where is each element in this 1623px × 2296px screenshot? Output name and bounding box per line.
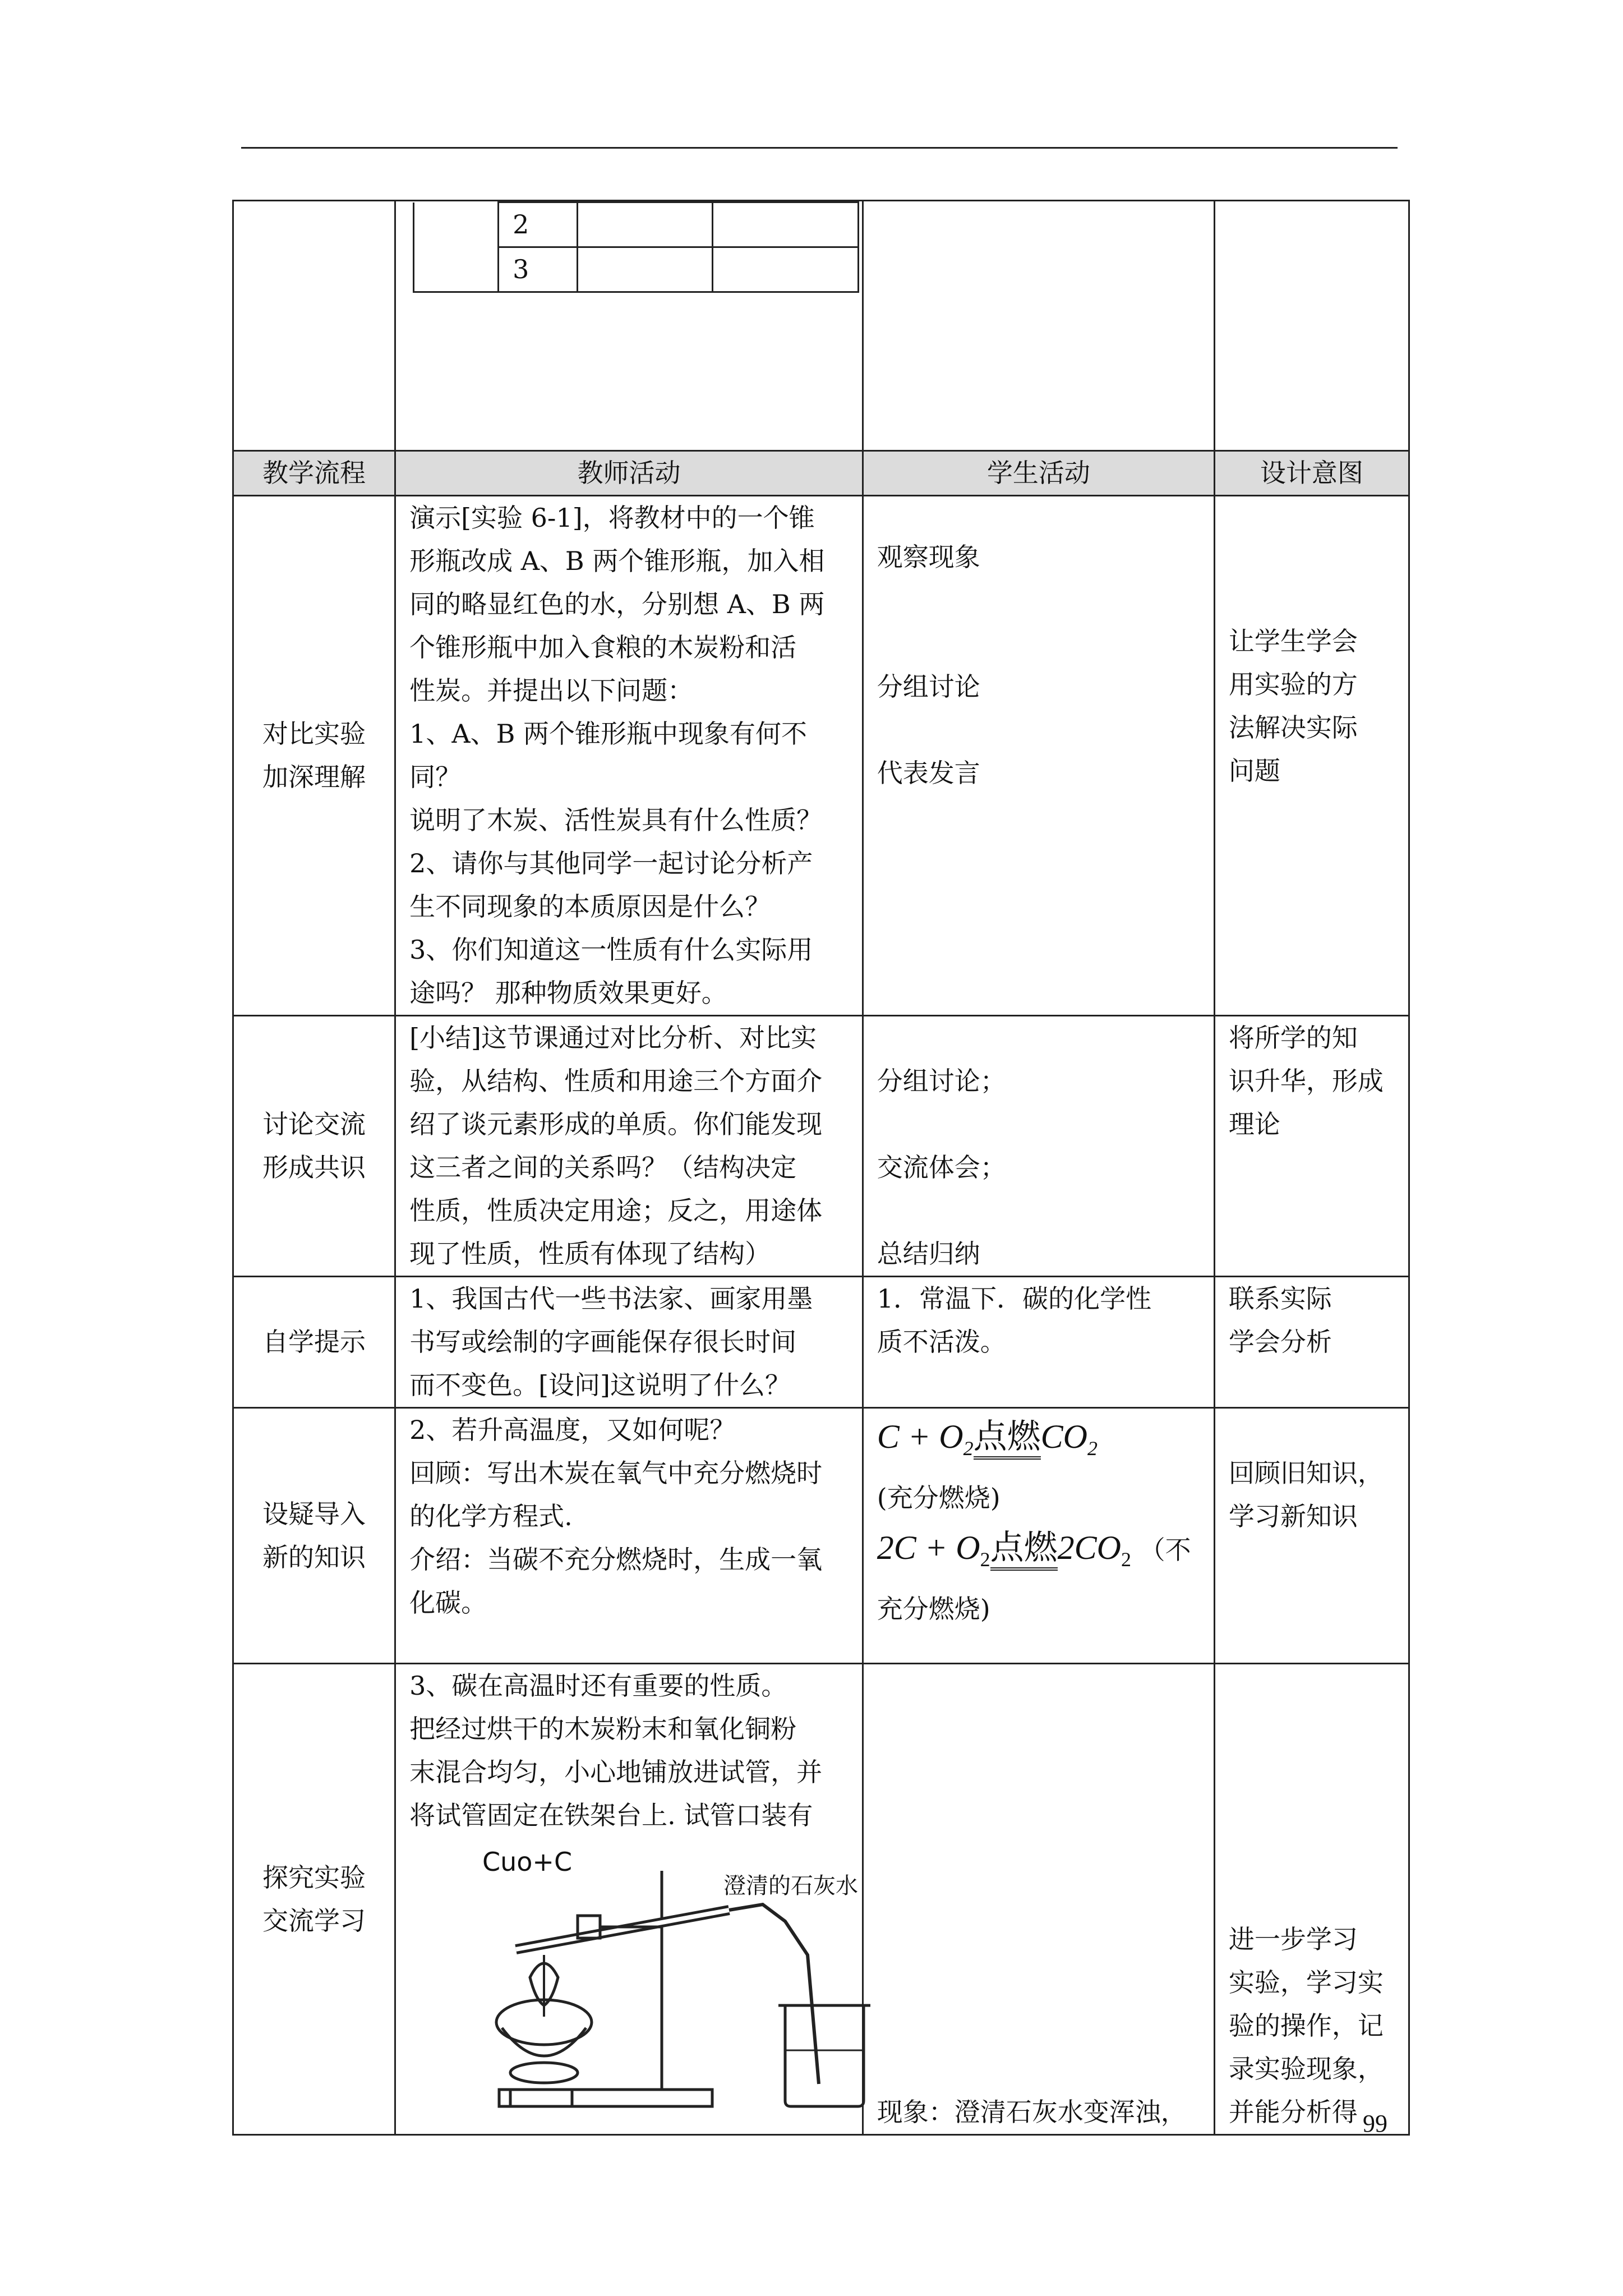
text-line: 的化学方程式. (409, 1501, 573, 1531)
text-line: (充分燃烧) (877, 1483, 1000, 1513)
teacher-activity (395, 1277, 863, 1408)
text-line: 录实验现象， (1228, 2054, 1384, 2084)
label-line: 加深理解 (262, 762, 366, 792)
text-line: 化碳。 (409, 1588, 487, 1618)
text-line: 交流体会； (877, 1152, 1006, 1182)
text-line: 2、若升高温度，又如何呢？ (409, 1415, 736, 1445)
text-line: 让学生学会 (1228, 626, 1358, 656)
text-line: 2、请你与其他同学一起讨论分析产 (409, 848, 813, 878)
text-line: 3、碳在高温时还有重要的性质。 (409, 1671, 787, 1701)
student-activity (863, 1408, 1214, 1664)
text-line: 途吗？ 那种物质效果更好。 (409, 978, 727, 1008)
design-intent (1214, 1277, 1409, 1408)
text-line: 识升华，形成 (1228, 1066, 1384, 1096)
design-intent (1214, 1664, 1409, 2135)
text-line: 实验，学习实 (1228, 1967, 1384, 1998)
text-line: 生不同现象的本质原因是什么？ (409, 891, 771, 922)
text-line: 学习新知识 (1228, 1501, 1358, 1531)
text-line: [小结]这节课通过对比分析、对比实 (409, 1023, 817, 1053)
inner-num: 3 (499, 247, 578, 292)
text-line: 说明了木炭、活性炭具有什么性质？ (409, 805, 823, 835)
text-line: 同的略显红色的水，分别想 A、B 两 (409, 589, 825, 619)
inner-table-cell (395, 201, 863, 451)
text-line: 问题 (1228, 756, 1280, 786)
text-line: 介绍：当碳不充分燃烧时，生成一氧 (409, 1544, 823, 1575)
student-activity (863, 1277, 1214, 1408)
text-line: 并能分析得 (1228, 2097, 1358, 2127)
text-line: 末混合均匀，小心地铺放进试管，并 (409, 1757, 823, 1787)
header-rule (241, 147, 1398, 149)
stage-label (233, 1016, 395, 1277)
text-line: 这三者之间的关系吗？（结构决定 (409, 1152, 797, 1182)
text-line: 法解决实际 (1228, 712, 1358, 743)
text-line: 3、你们知道这一性质有什么实际用 (409, 935, 813, 965)
label-line: 讨论交流 (262, 1109, 366, 1139)
text-line: 联系实际 (1228, 1283, 1332, 1314)
equation-1: $C + O_2$点燃$CO_2$ (877, 1418, 1098, 1460)
text-line: 用实验的方 (1228, 669, 1358, 700)
inner-num: 2 (499, 203, 578, 247)
design-intent (1214, 1016, 1409, 1277)
student-activity (863, 496, 1214, 1016)
inner-blank (414, 203, 499, 292)
text-line: 分组讨论； (877, 1066, 1006, 1096)
label-line: 新的知识 (262, 1542, 366, 1572)
row-compare (233, 496, 1409, 1016)
text-line: 回顾：写出木炭在氧气中充分燃烧时 (409, 1458, 823, 1488)
teacher-activity (395, 1408, 863, 1664)
header-teacher: 教师活动 (395, 451, 863, 496)
inner-cell (578, 203, 713, 247)
student-activity (863, 1016, 1214, 1277)
student-activity (863, 1664, 1214, 2135)
figure-label-limewater: 澄清的石灰水 (723, 1873, 859, 1899)
figure-label-reactants: Cuo+C (482, 1848, 573, 1877)
teacher-activity (395, 1016, 863, 1277)
text-line: 形瓶改成 A、B 两个锥形瓶，加入相 (409, 546, 825, 576)
stage-label (233, 1408, 395, 1664)
header-intent: 设计意图 (1214, 451, 1409, 496)
row-self-study (233, 1277, 1409, 1408)
text-line: 质不活泼。 (877, 1327, 1006, 1357)
inner-cell (713, 203, 859, 247)
text-line: 充分燃烧) (877, 1594, 990, 1624)
teacher-activity (395, 496, 863, 1016)
cell-empty (233, 201, 395, 451)
label-line: 形成共识 (262, 1152, 366, 1182)
text-line: 学会分析 (1228, 1327, 1332, 1357)
text-line: 理论 (1228, 1109, 1280, 1139)
text-line: 验，从结构、性质和用途三个方面介 (409, 1066, 823, 1096)
design-intent (1214, 496, 1409, 1016)
text-line: 总结归纳 (877, 1239, 980, 1269)
text-line: 验的操作，记 (1228, 2010, 1384, 2041)
header-student: 学生活动 (863, 451, 1214, 496)
row-explore (233, 1664, 1409, 2135)
text-line: 1、我国古代一些书法家、画家用墨 (409, 1283, 813, 1314)
stage-label (233, 1664, 395, 2135)
label-line: 设疑导入 (262, 1498, 366, 1529)
text-line: 现象：澄清石灰水变浑浊， (877, 2097, 1187, 2127)
text-line: 将试管固定在铁架台上. 试管口装有 (409, 1800, 813, 1830)
text-line: 代表发言 (877, 758, 980, 788)
text-line: 进一步学习 (1228, 1924, 1358, 1954)
text-line: 现了性质，性质有体现了结构） (409, 1239, 771, 1269)
text-line: 性炭。并提出以下问题： (409, 675, 694, 706)
text-line: 把经过烘干的木炭粉末和氧化铜粉 (409, 1714, 797, 1744)
cell-empty (863, 201, 1214, 451)
row-discuss (233, 1016, 1409, 1277)
teacher-activity (395, 1664, 863, 2135)
text-line: 书写或绘制的字画能保存很长时间 (409, 1327, 797, 1357)
text-line: 观察现象 (877, 542, 980, 572)
apparatus-figure (409, 1848, 859, 2129)
table-header (233, 451, 1409, 496)
row-doubt (233, 1408, 1409, 1664)
text-line: 性质，性质决定用途；反之，用途体 (409, 1195, 823, 1226)
text-line: 绍了谈元素形成的单质。你们能发现 (409, 1109, 823, 1139)
label-line: 对比实验 (262, 719, 366, 749)
design-intent (1214, 1408, 1409, 1664)
text-line: 1、A、B 两个锥形瓶中现象有何不同？ (409, 719, 808, 792)
text-line: 回顾旧知识， (1228, 1458, 1384, 1488)
stage-label: 自学提示 (233, 1277, 395, 1408)
inner-cell (713, 247, 859, 292)
lesson-table (232, 200, 1410, 2136)
equation-2: $2C + O_2$点燃$2CO_2$ （不 (877, 1529, 1191, 1571)
cell-empty (1214, 201, 1409, 451)
label-line: 交流学习 (262, 1905, 366, 1936)
inner-cell (578, 247, 713, 292)
header-flow: 教学流程 (233, 451, 395, 496)
text-line: 而不变色。[设问]这说明了什么？ (409, 1370, 791, 1400)
inner-table (413, 201, 859, 293)
text-line: 个锥形瓶中加入食粮的木炭粉和活 (409, 632, 797, 662)
stage-label (233, 496, 395, 1016)
continuation-row (233, 201, 1409, 451)
text-line: 分组讨论 (877, 671, 980, 702)
inner-row (414, 203, 859, 247)
label-line: 探究实验 (262, 1862, 366, 1893)
apparatus-illustration (471, 1848, 897, 2129)
text-line: 演示[实验 6-1]，将教材中的一个锥 (409, 503, 815, 533)
text-line: 将所学的知 (1228, 1023, 1358, 1053)
page-number: 99 (1363, 2110, 1387, 2137)
text-line: 1．常温下．碳的化学性 (877, 1283, 1152, 1314)
